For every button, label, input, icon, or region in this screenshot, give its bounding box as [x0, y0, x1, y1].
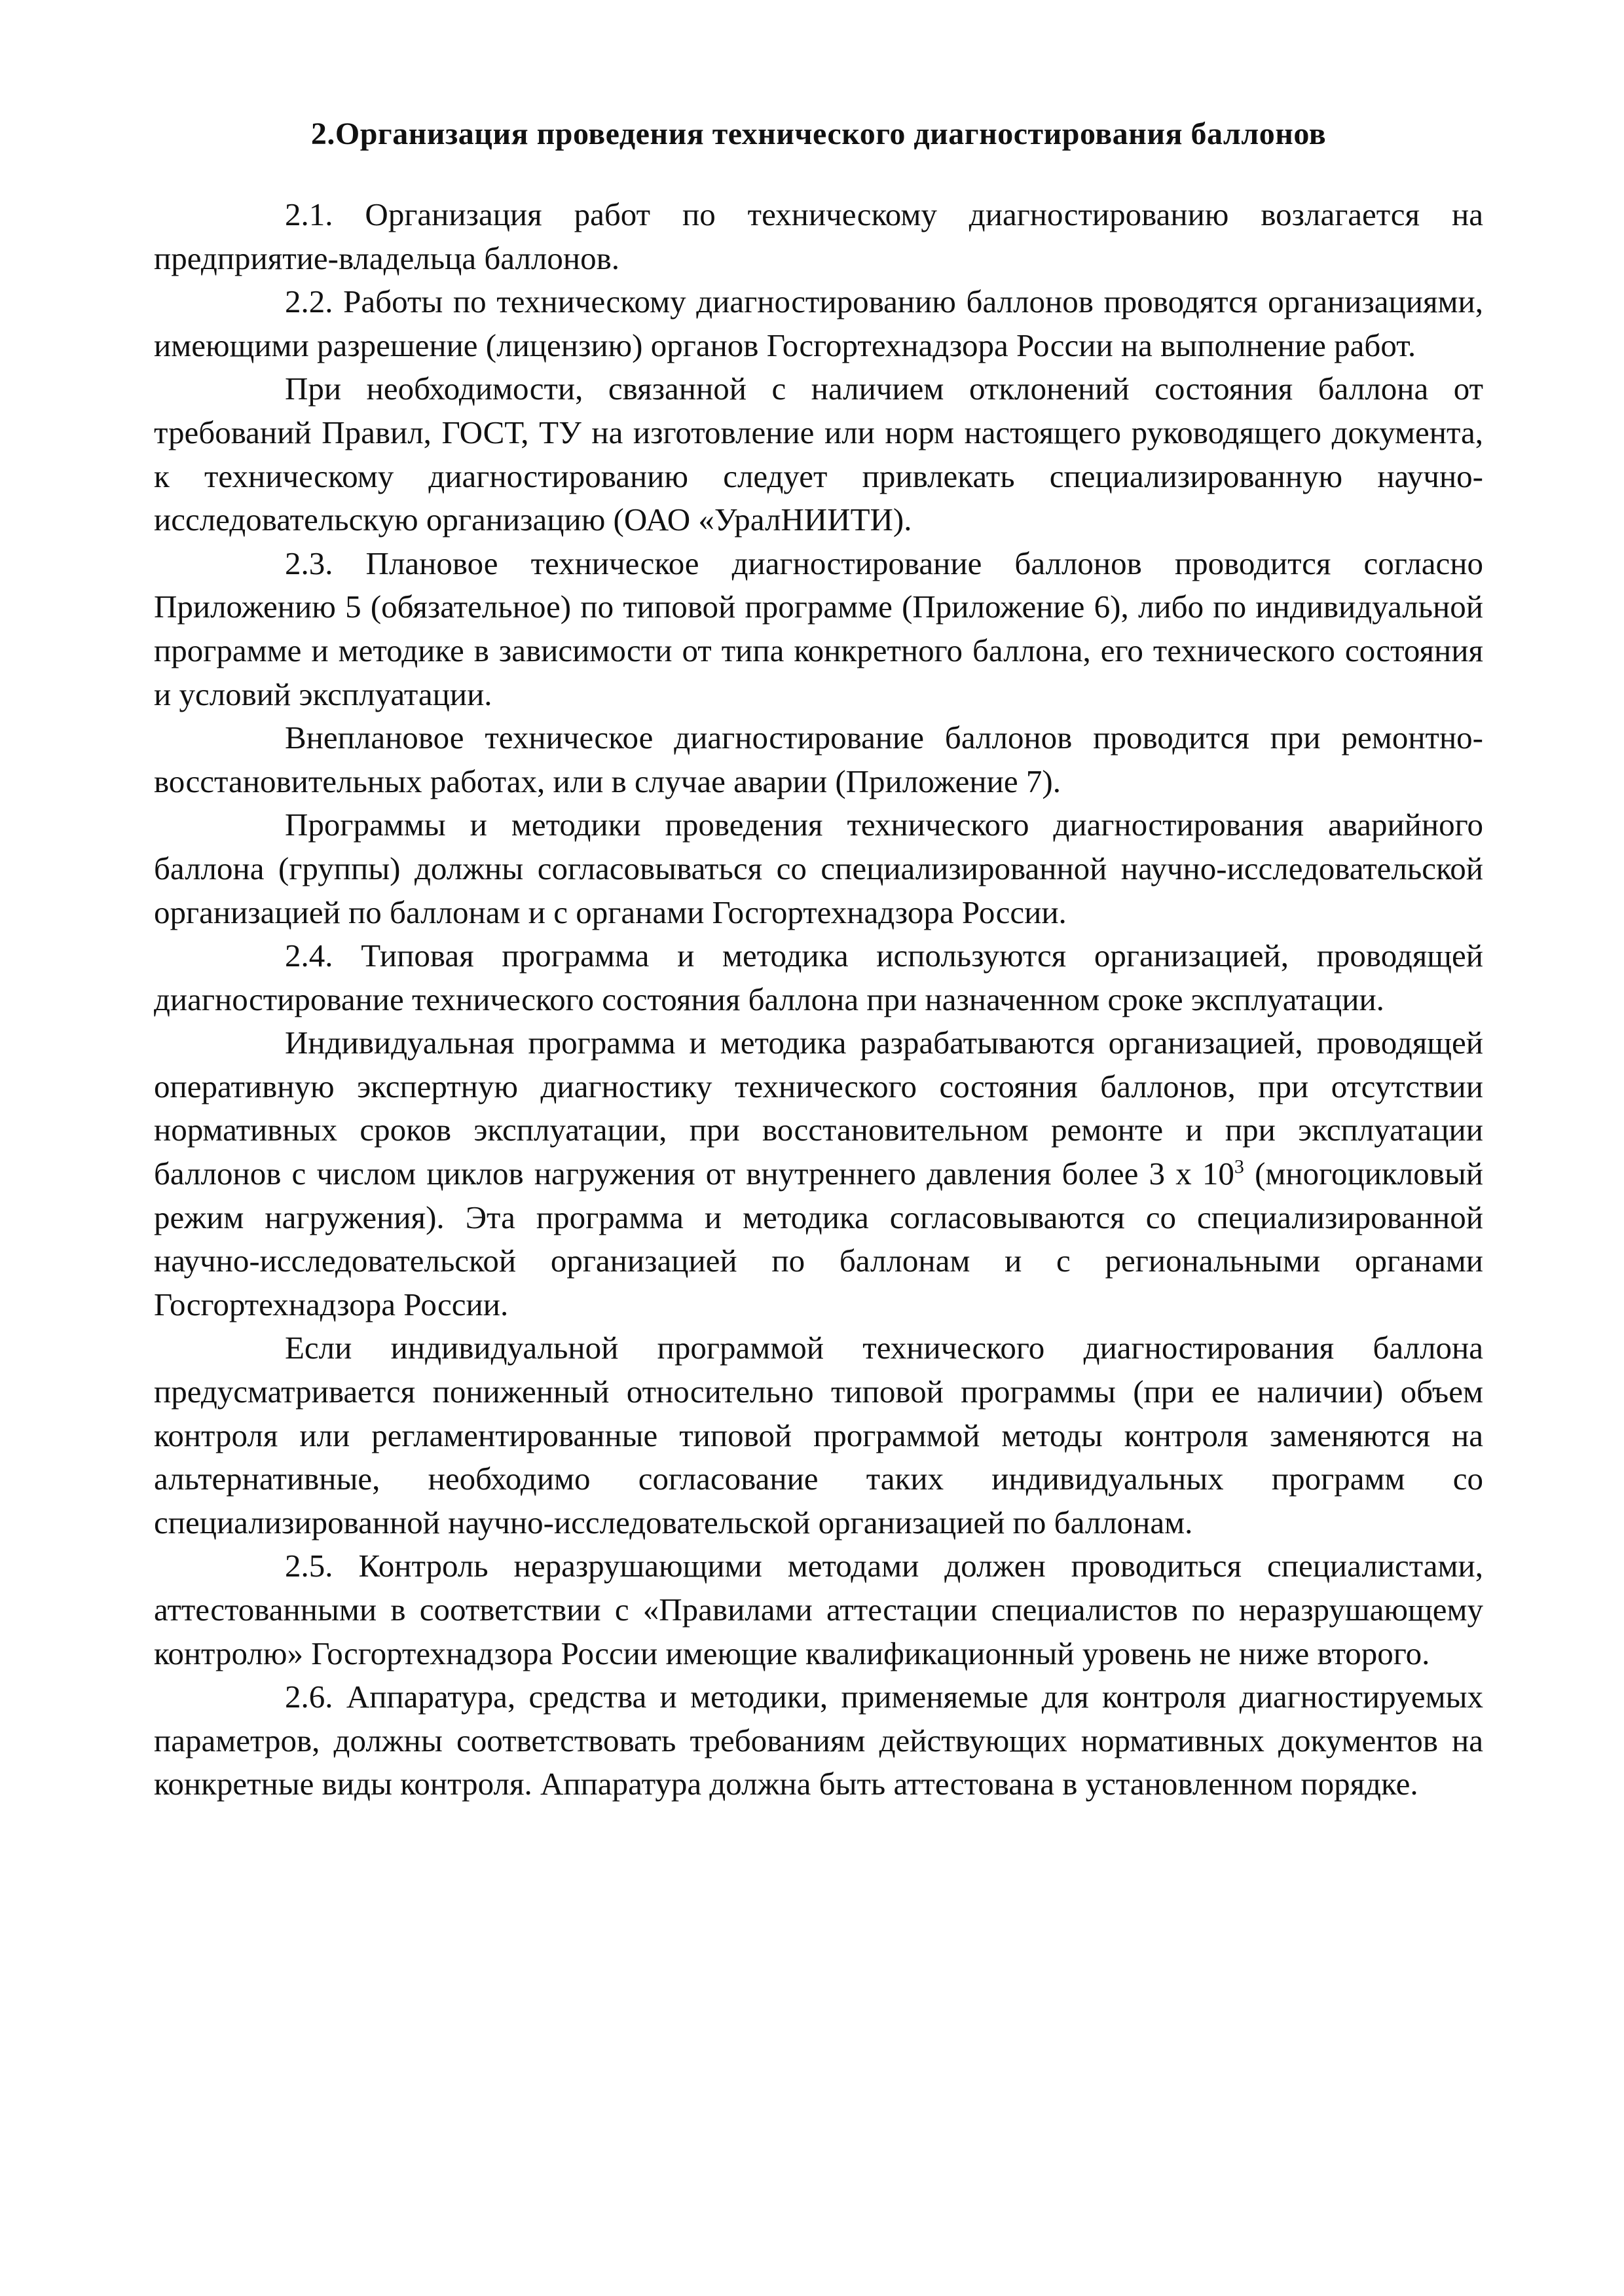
paragraph-2-4: 2.4. Типовая программа и методика используются организацией, проводящей диагностирование технического состояния баллона при назначенном сроке эксплуатации. [154, 938, 1483, 1017]
paragraph-2-4-individual [154, 1021, 1483, 1326]
paragraph-2-2: 2.2. Работы по техническому диагностированию баллонов проводятся организациями, имеющими разрешение (лицензию) органов Госгортехнадзора России на выполнение работ. [154, 283, 1483, 363]
paragraph-2-6: 2.6. Аппаратура, средства и методики, применяемые для контроля диагностируемых параметров, должны соответствовать требованиям действующих нормативных документов на конкретные виды контроля. Аппаратура должна быть аттестована в установленном порядке. [154, 1679, 1483, 1802]
paragraph-2-3-unplanned: Внеплановое техническое диагностирование баллонов проводится при ремонтно-восстановительных работах, или в случае аварии (Приложение 7). [154, 720, 1483, 799]
paragraph-2-2-note: При необходимости, связанной с наличием отклонений состояния баллона от требований Правил, ГОСТ, ТУ на изготовление или норм настоящего руководящего документа, к техническому диагностированию следует привлекать специализированную научно-исследовательскую организацию (ОАО «УралНИИТИ). [154, 371, 1483, 538]
paragraph-2-4-individual-tail: (многоцикловый режим нагружения). Эта программа и методика согласовываются со специализированной научно-исследовательской организацией по баллонам и с региональными органами Госгортехнадзора России. [154, 1156, 1483, 1322]
paragraph-2-3: 2.3. Плановое техническое диагностирование баллонов проводится согласно Приложению 5 (обязательное) по типовой программе (Приложение 6), либо по индивидуальной программе и методике в зависимости от типа конкретного баллона, его технического состояния и условий эксплуатации. [154, 545, 1483, 712]
paragraph-2-4-individual-text: Индивидуальная программа и методика разрабатываются организацией, проводящей оперативную экспертную диагностику технического состояния баллонов, при отсутствии нормативных сроков эксплуатации, при восстановительном ремонте и при эксплуатации баллонов с числом циклов нагружения от внутреннего давления более 3 х 10 [154, 1025, 1483, 1192]
paragraph-2-1: 2.1. Организация работ по техническому диагностированию возлагается на предприятие-владельца баллонов. [154, 196, 1483, 276]
section-title: 2.Организация проведения технического диагностирования баллонов [310, 117, 1327, 151]
document-page [154, 111, 1483, 1806]
paragraph-2-4-reduced-scope: Если индивидуальной программой технического диагностирования баллона предусматривается пониженный относительно типовой программы (при ее наличии) объем контроля или регламентированные типовой программой методы контроля заменяются на альтернативные, необходимо согласование таких индивидуальных программ со специализированной научно-исследовательской организацией по баллонам. [154, 1330, 1483, 1540]
paragraph-2-5: 2.5. Контроль неразрушающими методами должен проводиться специалистами, аттестованными в соответствии с «Правилами аттестации специалистов по неразрушающему контролю» Госгортехнадзора России имеющие квалификационный уровень не ниже второго. [154, 1548, 1483, 1671]
exponent-superscript: 3 [1234, 1156, 1244, 1178]
paragraph-2-3-emergency: Программы и методики проведения технического диагностирования аварийного баллона (группы) должны согласовываться со специализированной научно-исследовательской организацией по баллонам и с органами Госгортехнадзора России. [154, 807, 1483, 930]
